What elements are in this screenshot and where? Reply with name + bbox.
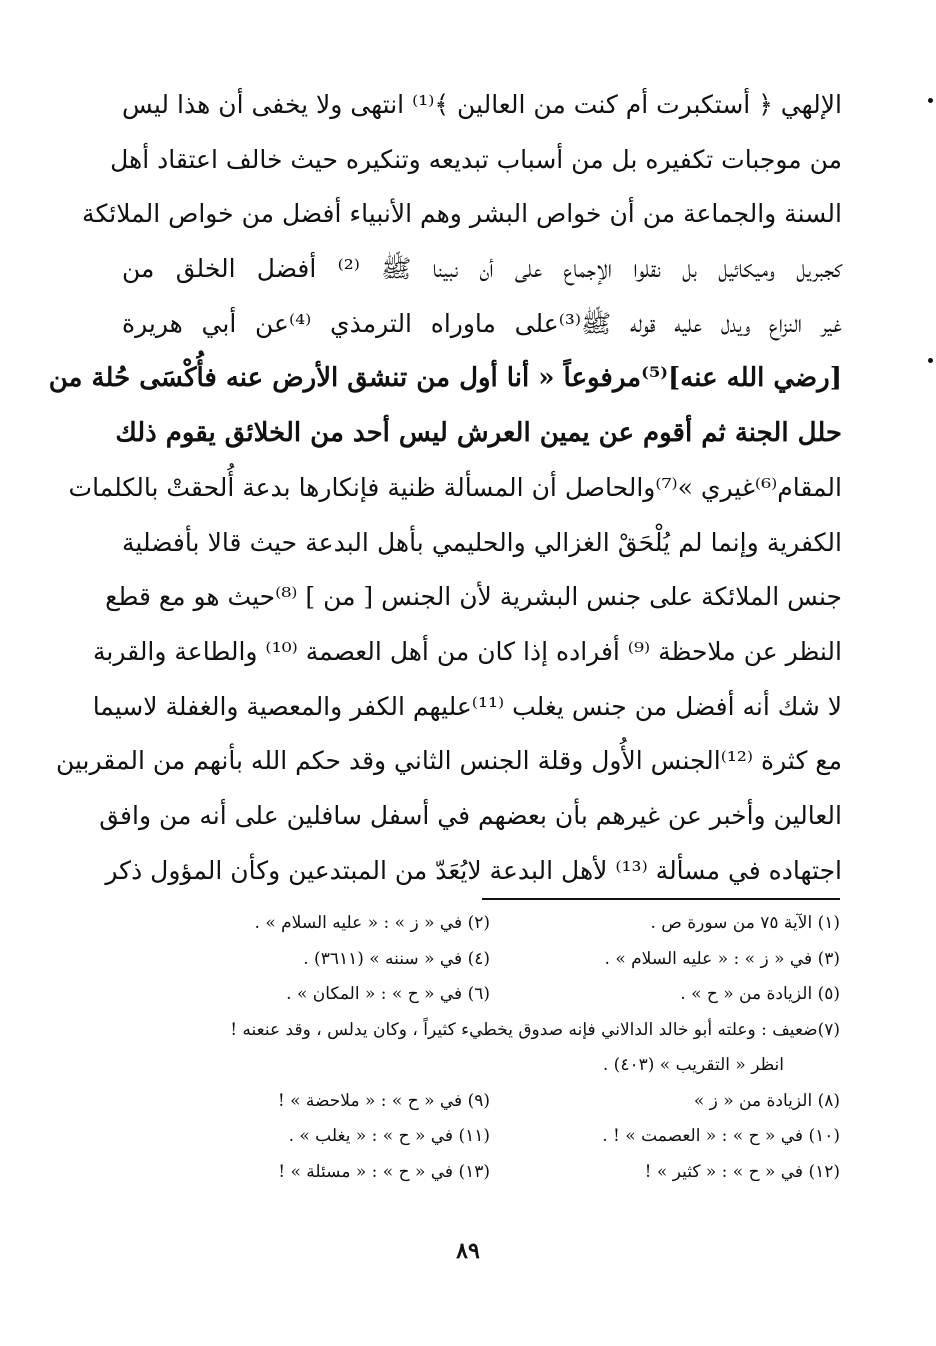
footnote-10: (١٠) في « ح » : « العصمت » ! .	[602, 1126, 840, 1146]
footnote-9: (٩) في « ح » : « ملاحضة » !	[277, 1090, 490, 1111]
text-line: مع كثرة ⁽¹²⁾الجنس الأُول وقلة الجنس الثاني وقد حكم الله بأنهم من المقربين	[55, 746, 842, 776]
text-line: اجتهاده في مسألة ⁽¹³⁾ لأهل البدعة لايُعَدّ من المبتدعين وكأن المؤول ذكر	[105, 855, 842, 885]
page-number: ٨٩	[456, 1238, 480, 1264]
text-line: غير النزاع ويدل عليه قوله ﷺ⁽³⁾على ماوراه الترمذي ⁽⁴⁾عن أبي هريرة	[122, 308, 842, 338]
text-line: المقام⁽⁶⁾غيري »⁽⁷⁾والحاصل أن المسألة ظنية فإنكارها بدعة أُلحقتْ بالكلمات	[68, 472, 842, 502]
text-line: حلل الجنة ثم أقوم عن يمين العرش ليس أحد من الخلائق يقوم ذلك	[115, 418, 842, 449]
text-line: النظر عن ملاحظة ⁽⁹⁾ أفراده إذا كان من أهل العصمة ⁽¹⁰⁾ والطاعة والقربة	[93, 636, 842, 666]
footnote-12: (١٢) في « ح » : « كثير » !	[644, 1161, 840, 1182]
main-text-block	[48, 78, 842, 898]
footnote-row	[140, 1155, 840, 1191]
text-line: الإلهي ﴿ أستكبرت أم كنت من العالين ﴾⁽¹⁾ انتهى ولا يخفى أن هذا ليس	[122, 90, 842, 119]
text-line: لا شك أنه أفضل من جنس يغلب ⁽¹¹⁾عليهم الكفر والمعصية والغفلة لاسيما	[92, 691, 842, 721]
footnote-separator	[482, 898, 840, 900]
margin-dot	[928, 358, 933, 363]
margin-dot	[928, 98, 933, 103]
text-line: من موجبات تكفيره بل من أسباب تبديعه وتنكيره حيث خالف اعتقاد أهل	[110, 144, 842, 174]
footnote-1: (١) الآية ٧٥ من سورة ص .	[650, 913, 840, 933]
footnote-row	[140, 1084, 840, 1120]
footnote-row	[140, 977, 840, 1013]
text-line: العالين وأخبر عن غيرهم بأن بعضهم في أسفل سافلين على أنه من وافق	[99, 800, 842, 830]
footnote-7: (٧)ضعيف : وعلته أبو خالد الدالاني فإنه صدوق يخطيء كثيراً ، وكان يدلس ، وقد عنعنه !	[230, 1019, 840, 1040]
footnote-row	[140, 942, 840, 978]
footnote-13: (١٣) في « ح » : « مسئلة » !	[278, 1161, 490, 1182]
footnote-7-continuation: انظر « التقريب » (٤٠٣) .	[602, 1055, 784, 1075]
footnote-4: (٤) في « سننه » (٣٦١١) .	[303, 948, 490, 969]
text-line: كجبريل وميكائيل بل نقلوا الإجماع على أن نبينا ﷺ ⁽²⁾ أفضل الخلق من	[122, 254, 842, 284]
footnote-6: (٦) في « ح » : « المكان » .	[286, 984, 490, 1004]
text-line: الكفرية وإنما لم يُلْحَقْ الغزالي والحليمي بأهل البدعة حيث قالا بأفضلية	[122, 527, 842, 557]
footnotes-section	[140, 906, 840, 1190]
footnote-5: (٥) الزيادة من « ح » .	[680, 984, 840, 1004]
text-line: [رضي الله عنه]⁽⁵⁾مرفوعاً « أنا أول من تنشق الأرض عنه فأُكْسَى حُلة من	[48, 363, 842, 394]
footnote-row	[140, 1119, 840, 1155]
text-line: جنس الملائكة على جنس البشرية لأن الجنس [ من ] ⁽⁸⁾حيث هو مع قطع	[105, 582, 842, 612]
footnote-3: (٣) في « ز » : « عليه السلام » .	[604, 948, 840, 969]
footnote-row	[140, 906, 840, 942]
footnote-2: (٢) في « ز » : « عليه السلام » .	[254, 913, 490, 933]
text-line: السنة والجماعة من أن خواص البشر وهم الأنبياء أفضل من خواص الملائكة	[82, 199, 842, 229]
footnote-8: (٨) الزيادة من « ز »	[693, 1090, 840, 1111]
footnote-11: (١١) في « ح » : « يغلب » .	[288, 1126, 490, 1146]
